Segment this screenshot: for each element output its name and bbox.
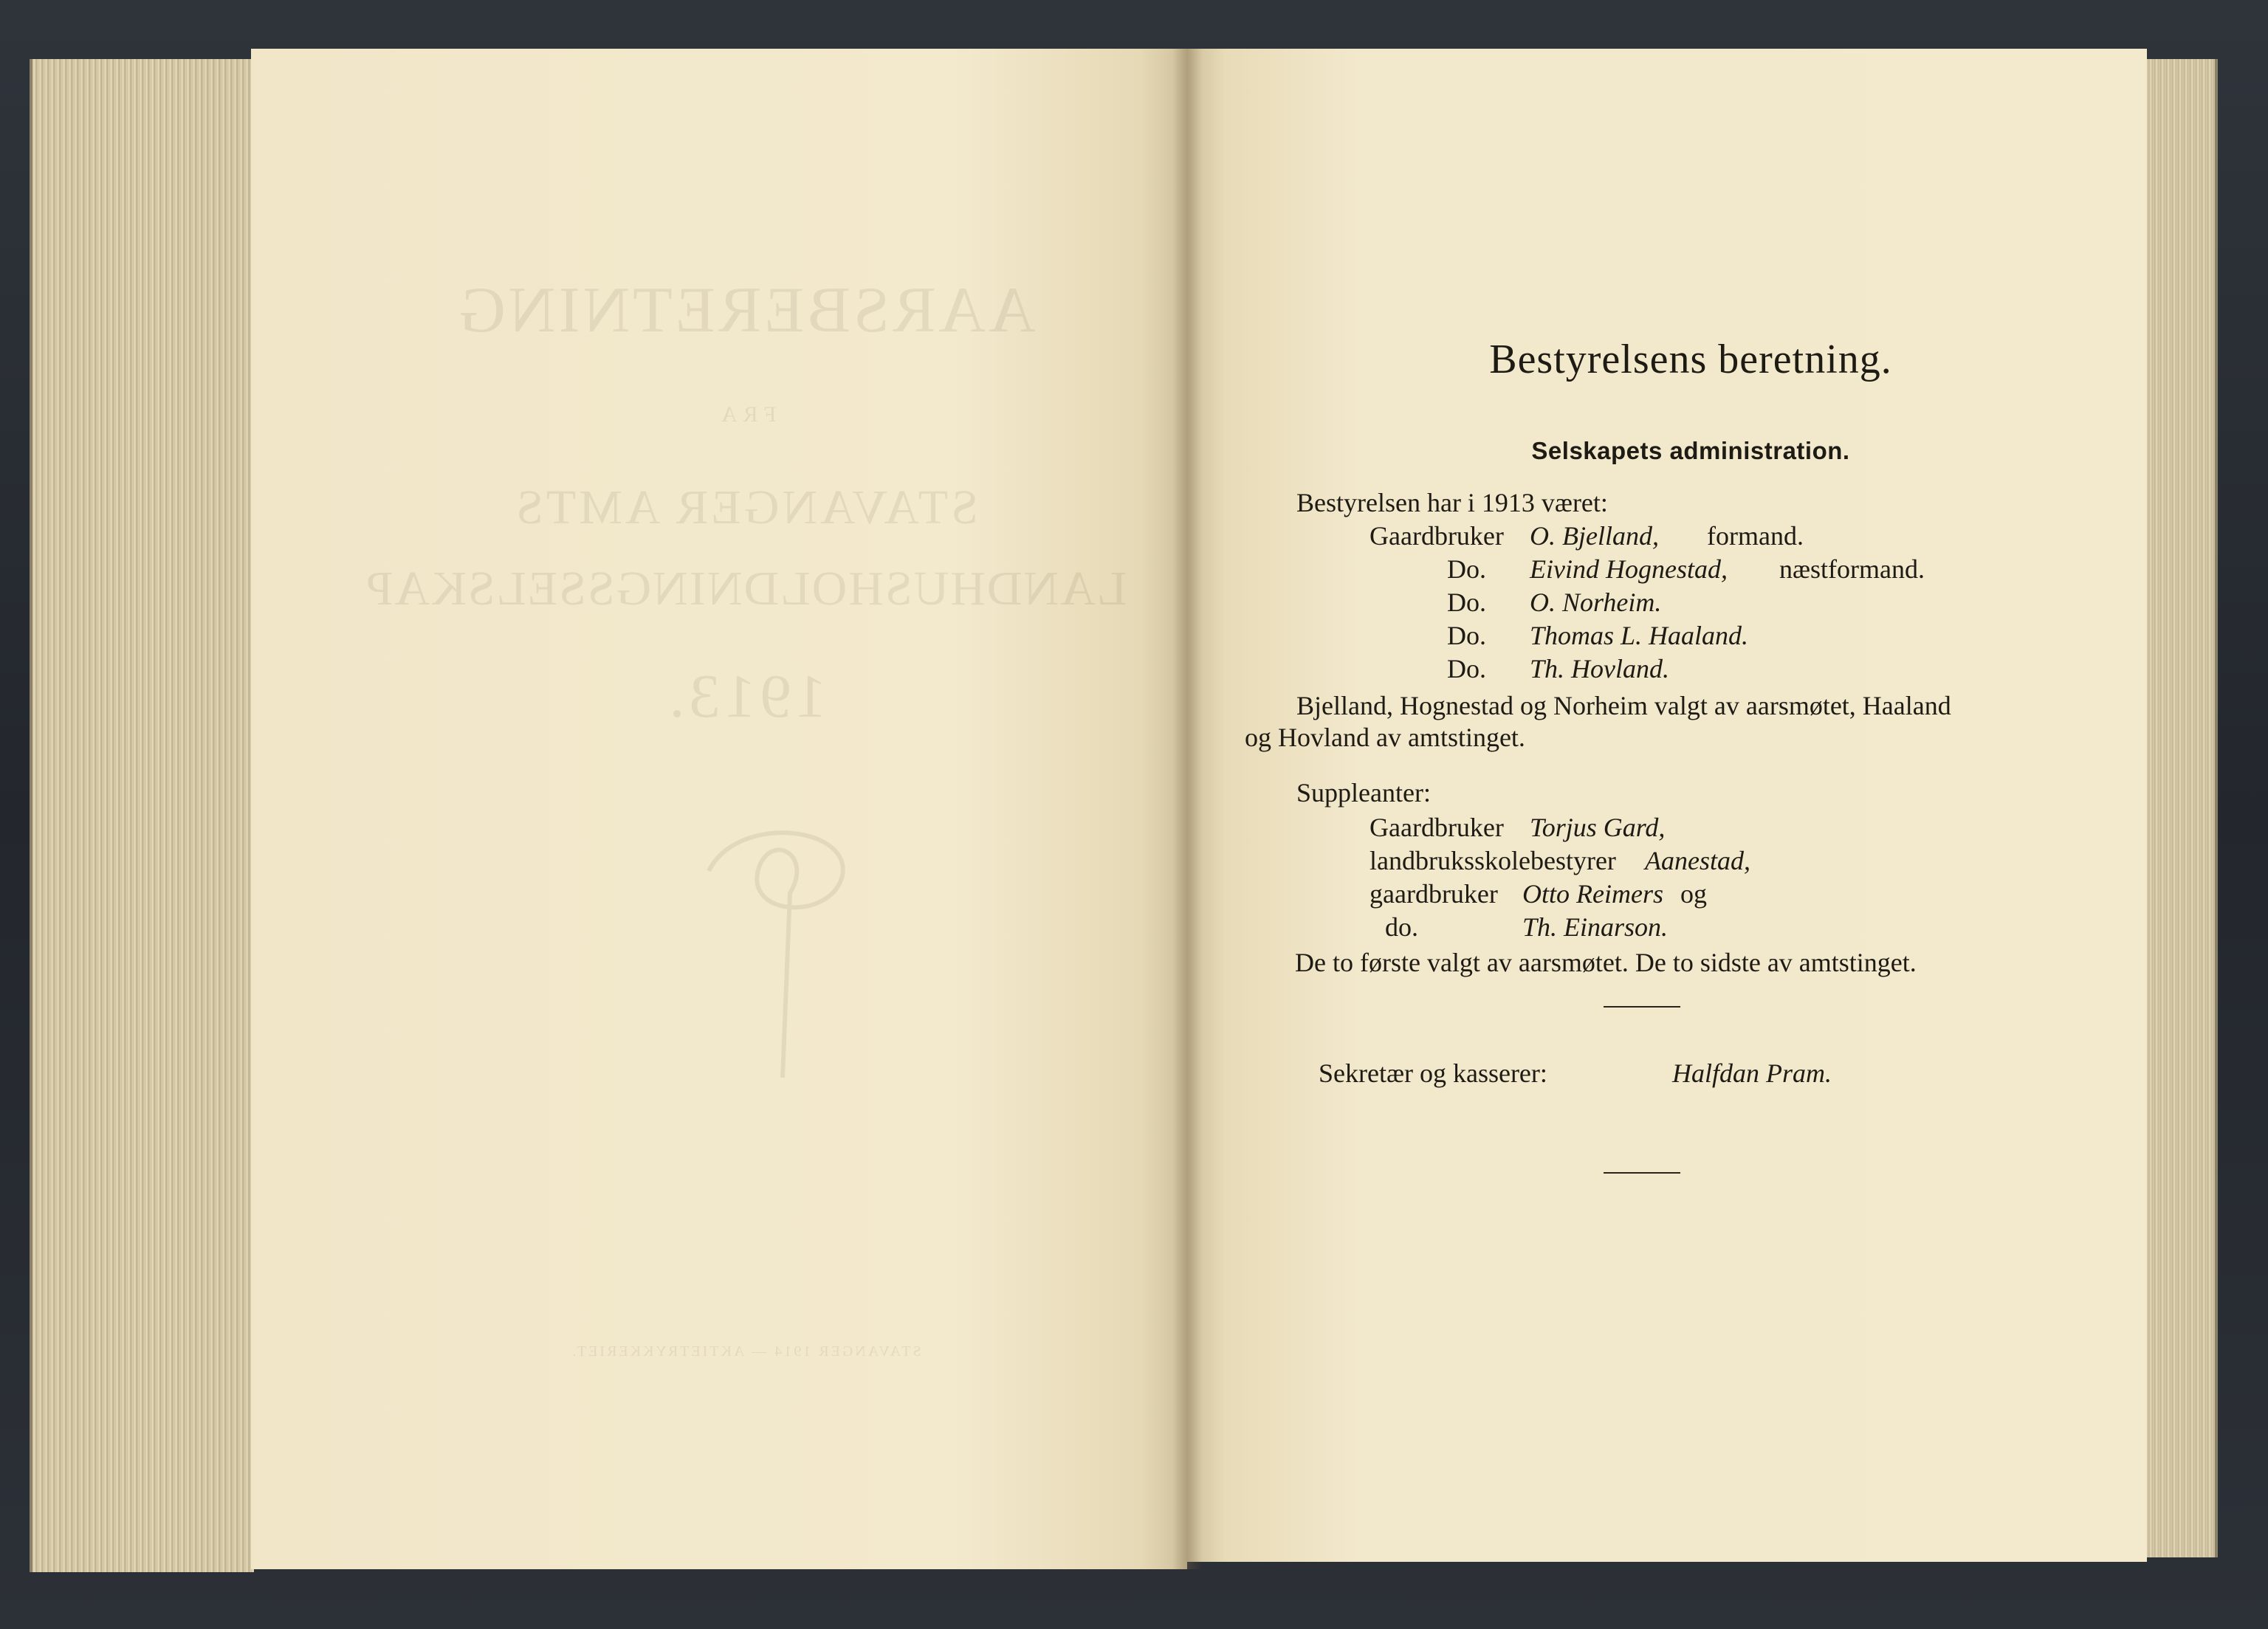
board-role: Gaardbruker — [1370, 521, 1504, 551]
board-name: Th. Hovland. — [1530, 654, 1669, 683]
bleed-year: 1913. — [664, 662, 827, 731]
divider-top — [1604, 1006, 1680, 1008]
deputy-name: Otto Reimers — [1522, 879, 1663, 909]
deputy-role: Gaardbruker — [1370, 813, 1504, 842]
board-name: Thomas L. Haaland. — [1530, 621, 1749, 650]
board-role: Do. — [1447, 554, 1486, 584]
bleed-imprint: STAVANGER 1914 — AKTIETRYKKERIET. — [570, 1343, 921, 1360]
deputy-role: do. — [1385, 912, 1418, 942]
left-page-edges — [30, 59, 254, 1572]
board-intro: Bestyrelsen har i 1913 været: — [1296, 488, 1608, 517]
secretary-name: Halfdan Pram. — [1672, 1058, 1832, 1088]
deputy-role: landbruksskolebestyrer — [1370, 846, 1616, 875]
section-heading: Selskapets administration. — [1531, 437, 1850, 464]
bleed-logo-icon — [694, 812, 871, 1092]
bleed-line1: STAVANGER AMTS — [513, 481, 978, 534]
board-role: Do. — [1447, 654, 1486, 683]
bleed-line2: LANDHUSHOLDNINGSSELSKAP — [364, 562, 1127, 616]
deputy-role: gaardbruker — [1370, 879, 1498, 909]
deputy-suffix: og — [1680, 879, 1707, 909]
board-title: formand. — [1707, 521, 1804, 551]
deputy-name: Torjus Gard, — [1530, 813, 1666, 842]
deputies-election: De to første valgt av aarsmøtet. De to sidste av amtstinget. — [1295, 948, 1917, 977]
election-line-2: og Hovland av amtstinget. — [1245, 723, 1525, 752]
bleed-title: AARSBERETNING — [456, 275, 1036, 346]
secretary-label: Sekretær og kasserer: — [1319, 1058, 1547, 1088]
book-gutter — [1172, 49, 1202, 1569]
deputies-label: Suppleanter: — [1296, 778, 1431, 807]
board-name: Eivind Hognestad, — [1530, 554, 1728, 584]
divider-bottom — [1604, 1172, 1680, 1174]
election-line-1: Bjelland, Hognestad og Norheim valgt av aarsmøtet, Haaland — [1296, 691, 1951, 720]
board-role: Do. — [1447, 588, 1486, 617]
page-heading: Bestyrelsens beretning. — [1489, 337, 1892, 382]
right-page-edges — [2141, 59, 2218, 1557]
deputy-name: Th. Einarson. — [1522, 912, 1669, 942]
board-name: O. Bjelland, — [1530, 521, 1659, 551]
board-title: næstformand. — [1779, 554, 1925, 584]
board-name: O. Norheim. — [1530, 588, 1662, 617]
deputy-name: Aanestad, — [1645, 846, 1750, 875]
board-role: Do. — [1447, 621, 1486, 650]
bleed-fra: FRA — [715, 402, 777, 427]
